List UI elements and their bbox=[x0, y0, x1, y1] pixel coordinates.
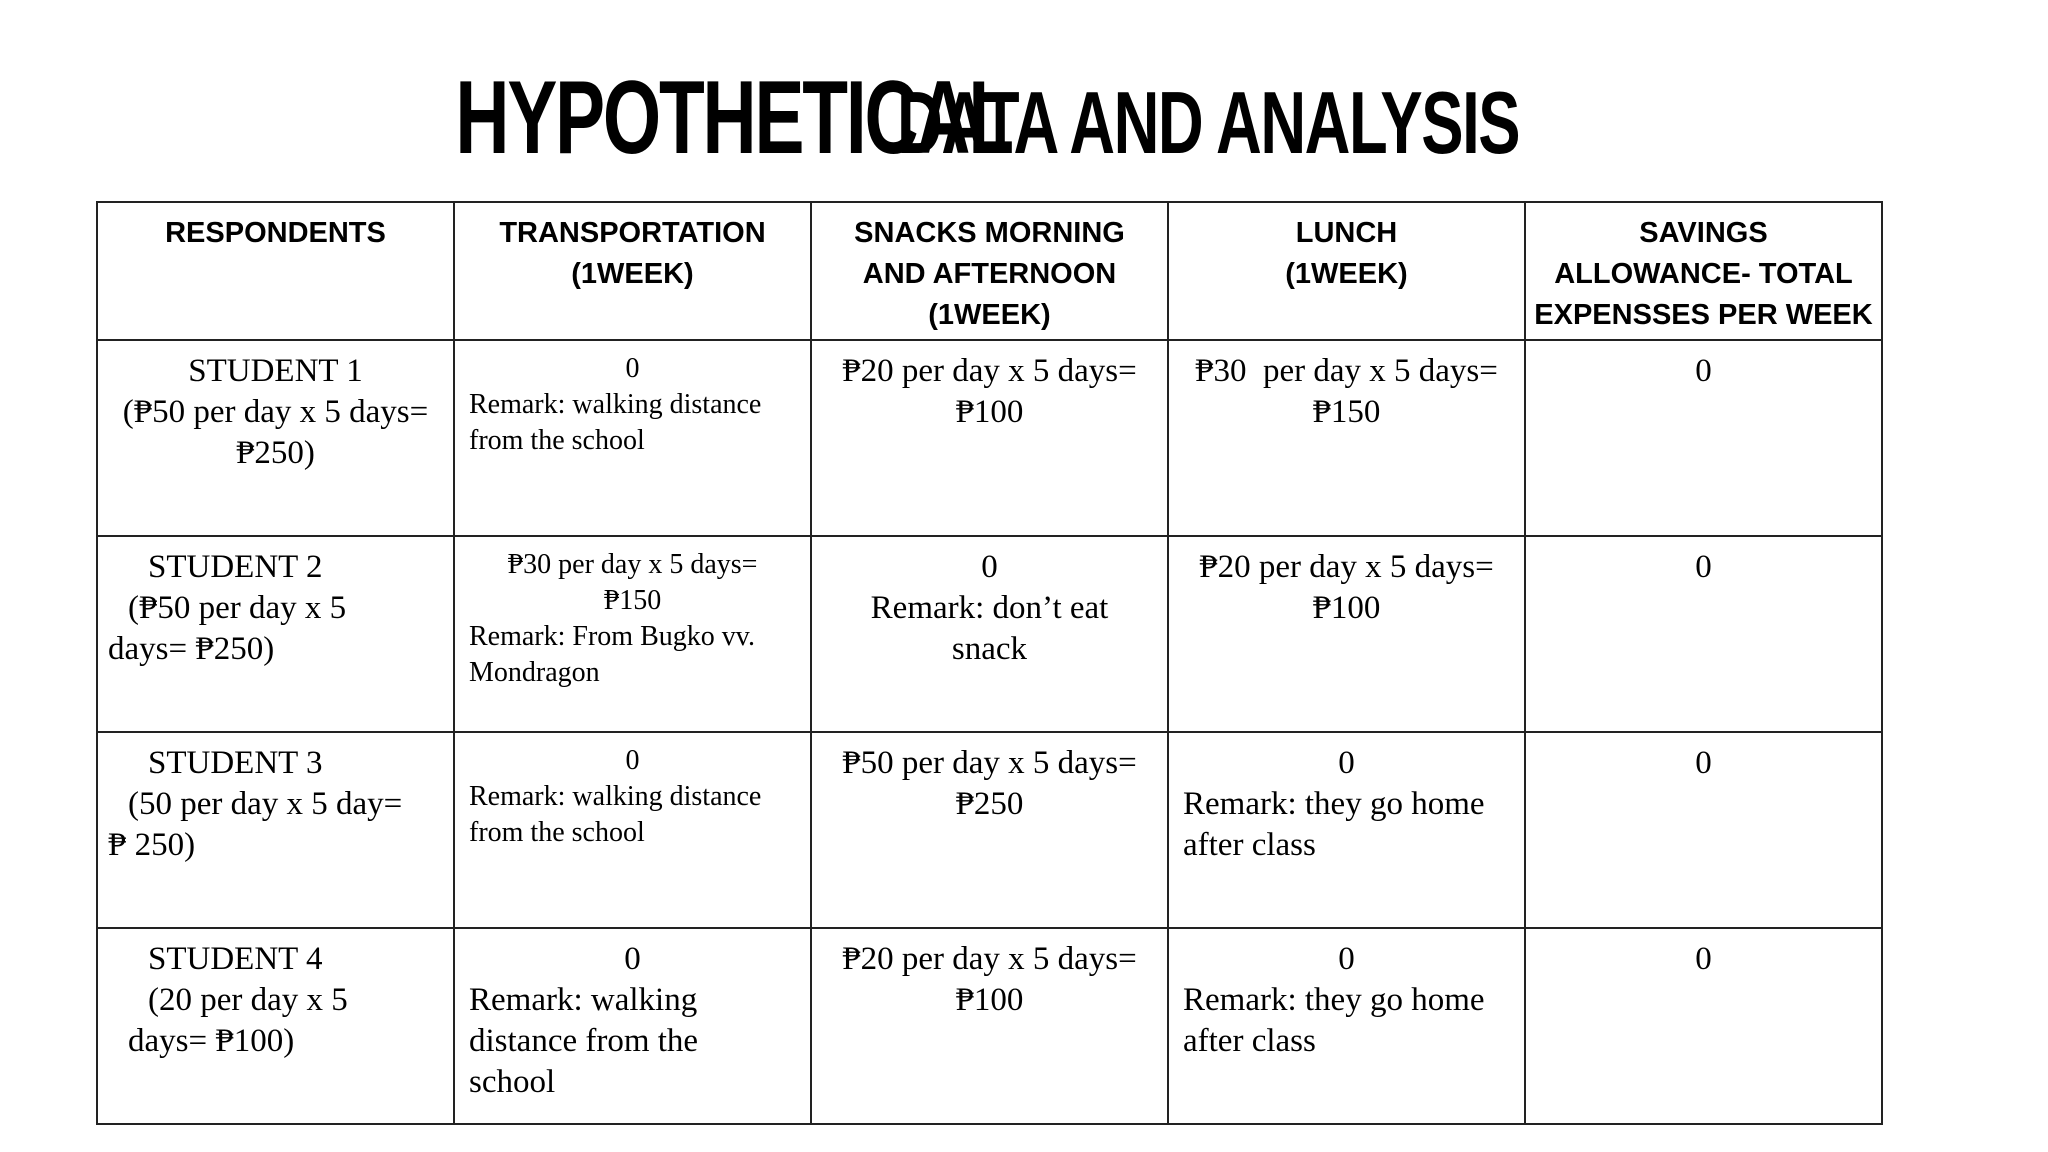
cell-transportation bbox=[454, 340, 811, 536]
header-line: TRANSPORTATION bbox=[499, 217, 766, 249]
lunch-text bbox=[1169, 733, 1524, 866]
cell-line: school bbox=[469, 1064, 556, 1100]
respondent-line: STUDENT 3 bbox=[148, 745, 323, 781]
header-line: RESPONDENTS bbox=[165, 217, 386, 249]
cell-line: after class bbox=[1183, 827, 1316, 863]
cell-line: ₱150 bbox=[1312, 394, 1381, 430]
cell-line: ₱20 per day x 5 days= bbox=[842, 941, 1137, 977]
cell-snacks bbox=[811, 340, 1168, 536]
cell-snacks bbox=[811, 732, 1168, 928]
header-line: (1WEEK) bbox=[1285, 258, 1408, 290]
savings-value: 0 bbox=[1695, 353, 1712, 389]
respondent-line: (₱50 per day x 5 days= bbox=[122, 394, 429, 430]
cell-line: ₱100 bbox=[955, 394, 1024, 430]
cell-line: Remark: walking bbox=[469, 982, 698, 1018]
header-line: SAVINGS bbox=[1639, 217, 1768, 249]
cell-transportation bbox=[454, 732, 811, 928]
cell-respondent bbox=[97, 732, 454, 928]
cell-line: 0 bbox=[625, 745, 640, 776]
cell-transportation bbox=[454, 928, 811, 1124]
transportation-text bbox=[455, 733, 810, 851]
savings-value: 0 bbox=[1695, 745, 1712, 781]
title-part-1: HYPOTHETICAL bbox=[455, 60, 1013, 176]
slide-title bbox=[0, 60, 2000, 176]
cell-savings bbox=[1525, 928, 1882, 1124]
snacks-text bbox=[812, 733, 1167, 825]
cell-line: from the school bbox=[469, 425, 645, 456]
cell-transportation bbox=[454, 536, 811, 732]
header-line: SNACKS MORNING bbox=[854, 217, 1125, 249]
transportation-text bbox=[455, 341, 810, 459]
cell-line: ₱20 per day x 5 days= bbox=[1199, 549, 1494, 585]
respondent-line: days= ₱100) bbox=[128, 1023, 295, 1059]
cell-line: Remark: From Bugko vv. bbox=[469, 621, 755, 652]
header-transportation bbox=[454, 202, 811, 340]
transportation-text bbox=[455, 929, 810, 1103]
cell-line: 0 bbox=[1338, 941, 1355, 977]
respondent-line: STUDENT 4 bbox=[148, 941, 323, 977]
cell-respondent bbox=[97, 340, 454, 536]
table-row bbox=[97, 340, 1882, 536]
header-snacks bbox=[811, 202, 1168, 340]
cell-lunch bbox=[1168, 928, 1525, 1124]
lunch-text bbox=[1169, 341, 1524, 433]
header-respondents bbox=[97, 202, 454, 340]
lunch-text bbox=[1169, 537, 1524, 629]
snacks-text bbox=[812, 929, 1167, 1021]
transportation-text bbox=[455, 537, 810, 691]
cell-respondent bbox=[97, 928, 454, 1124]
respondent-text bbox=[98, 537, 453, 670]
cell-line: Remark: they go home bbox=[1183, 982, 1485, 1018]
respondent-text bbox=[98, 733, 453, 866]
savings-value: 0 bbox=[1695, 941, 1712, 977]
cell-line: ₱100 bbox=[1312, 590, 1381, 626]
cell-snacks bbox=[811, 536, 1168, 732]
cell-snacks bbox=[811, 928, 1168, 1124]
header-line: ALLOWANCE- TOTAL bbox=[1554, 258, 1853, 290]
table-row bbox=[97, 928, 1882, 1124]
respondent-line: ₱ 250) bbox=[108, 827, 196, 863]
cell-line: 0 bbox=[981, 549, 998, 585]
cell-savings bbox=[1525, 732, 1882, 928]
respondent-line: STUDENT 2 bbox=[148, 549, 323, 585]
savings-value: 0 bbox=[1695, 549, 1712, 585]
respondent-line: STUDENT 1 bbox=[188, 353, 363, 389]
respondent-line: (50 per day x 5 day= bbox=[128, 786, 403, 822]
cell-line: snack bbox=[951, 631, 1028, 667]
cell-line: ₱250 bbox=[955, 786, 1024, 822]
cell-savings bbox=[1525, 340, 1882, 536]
cell-lunch bbox=[1168, 340, 1525, 536]
header-line: LUNCH bbox=[1295, 217, 1398, 249]
title-part-2: DATA AND ANALYSIS bbox=[896, 73, 1519, 172]
snacks-text bbox=[812, 537, 1167, 670]
respondent-line: ₱250) bbox=[236, 435, 315, 471]
respondent-line: (20 per day x 5 bbox=[148, 982, 348, 1018]
cell-line: Remark: walking distance bbox=[469, 389, 762, 420]
header-row bbox=[97, 202, 1882, 340]
header-line: (1WEEK) bbox=[928, 299, 1051, 331]
cell-line: Remark: walking distance bbox=[469, 781, 762, 812]
cell-line: ₱50 per day x 5 days= bbox=[842, 745, 1137, 781]
cell-line: Remark: don’t eat bbox=[870, 590, 1109, 626]
cell-line: after class bbox=[1183, 1023, 1316, 1059]
cell-line: 0 bbox=[624, 941, 641, 977]
cell-line: from the school bbox=[469, 817, 645, 848]
data-table bbox=[96, 201, 1883, 1125]
cell-line: distance from the bbox=[469, 1023, 699, 1059]
cell-line: Remark: they go home bbox=[1183, 786, 1485, 822]
cell-line: 0 bbox=[625, 353, 640, 384]
cell-line: ₱30 per day x 5 days= bbox=[1195, 353, 1498, 389]
table-row bbox=[97, 536, 1882, 732]
cell-savings bbox=[1525, 536, 1882, 732]
snacks-text bbox=[812, 341, 1167, 433]
header-line: (1WEEK) bbox=[571, 258, 694, 290]
header-lunch bbox=[1168, 202, 1525, 340]
cell-lunch bbox=[1168, 732, 1525, 928]
header-line: EXPENSSES PER WEEK bbox=[1534, 299, 1873, 331]
header-savings bbox=[1525, 202, 1882, 340]
cell-line: 0 bbox=[1338, 745, 1355, 781]
respondent-text bbox=[98, 929, 453, 1062]
cell-line: Mondragon bbox=[469, 657, 600, 688]
respondent-line: (₱50 per day x 5 bbox=[128, 590, 347, 626]
cell-respondent bbox=[97, 536, 454, 732]
respondent-line: days= ₱250) bbox=[108, 631, 275, 667]
lunch-text bbox=[1169, 929, 1524, 1062]
cell-line: ₱100 bbox=[955, 982, 1024, 1018]
cell-line: ₱30 per day x 5 days= bbox=[507, 549, 758, 580]
cell-lunch bbox=[1168, 536, 1525, 732]
header-line: AND AFTERNOON bbox=[862, 258, 1117, 290]
respondent-text bbox=[98, 341, 453, 474]
cell-line: ₱150 bbox=[603, 585, 662, 616]
table-row bbox=[97, 732, 1882, 928]
cell-line: ₱20 per day x 5 days= bbox=[842, 353, 1137, 389]
